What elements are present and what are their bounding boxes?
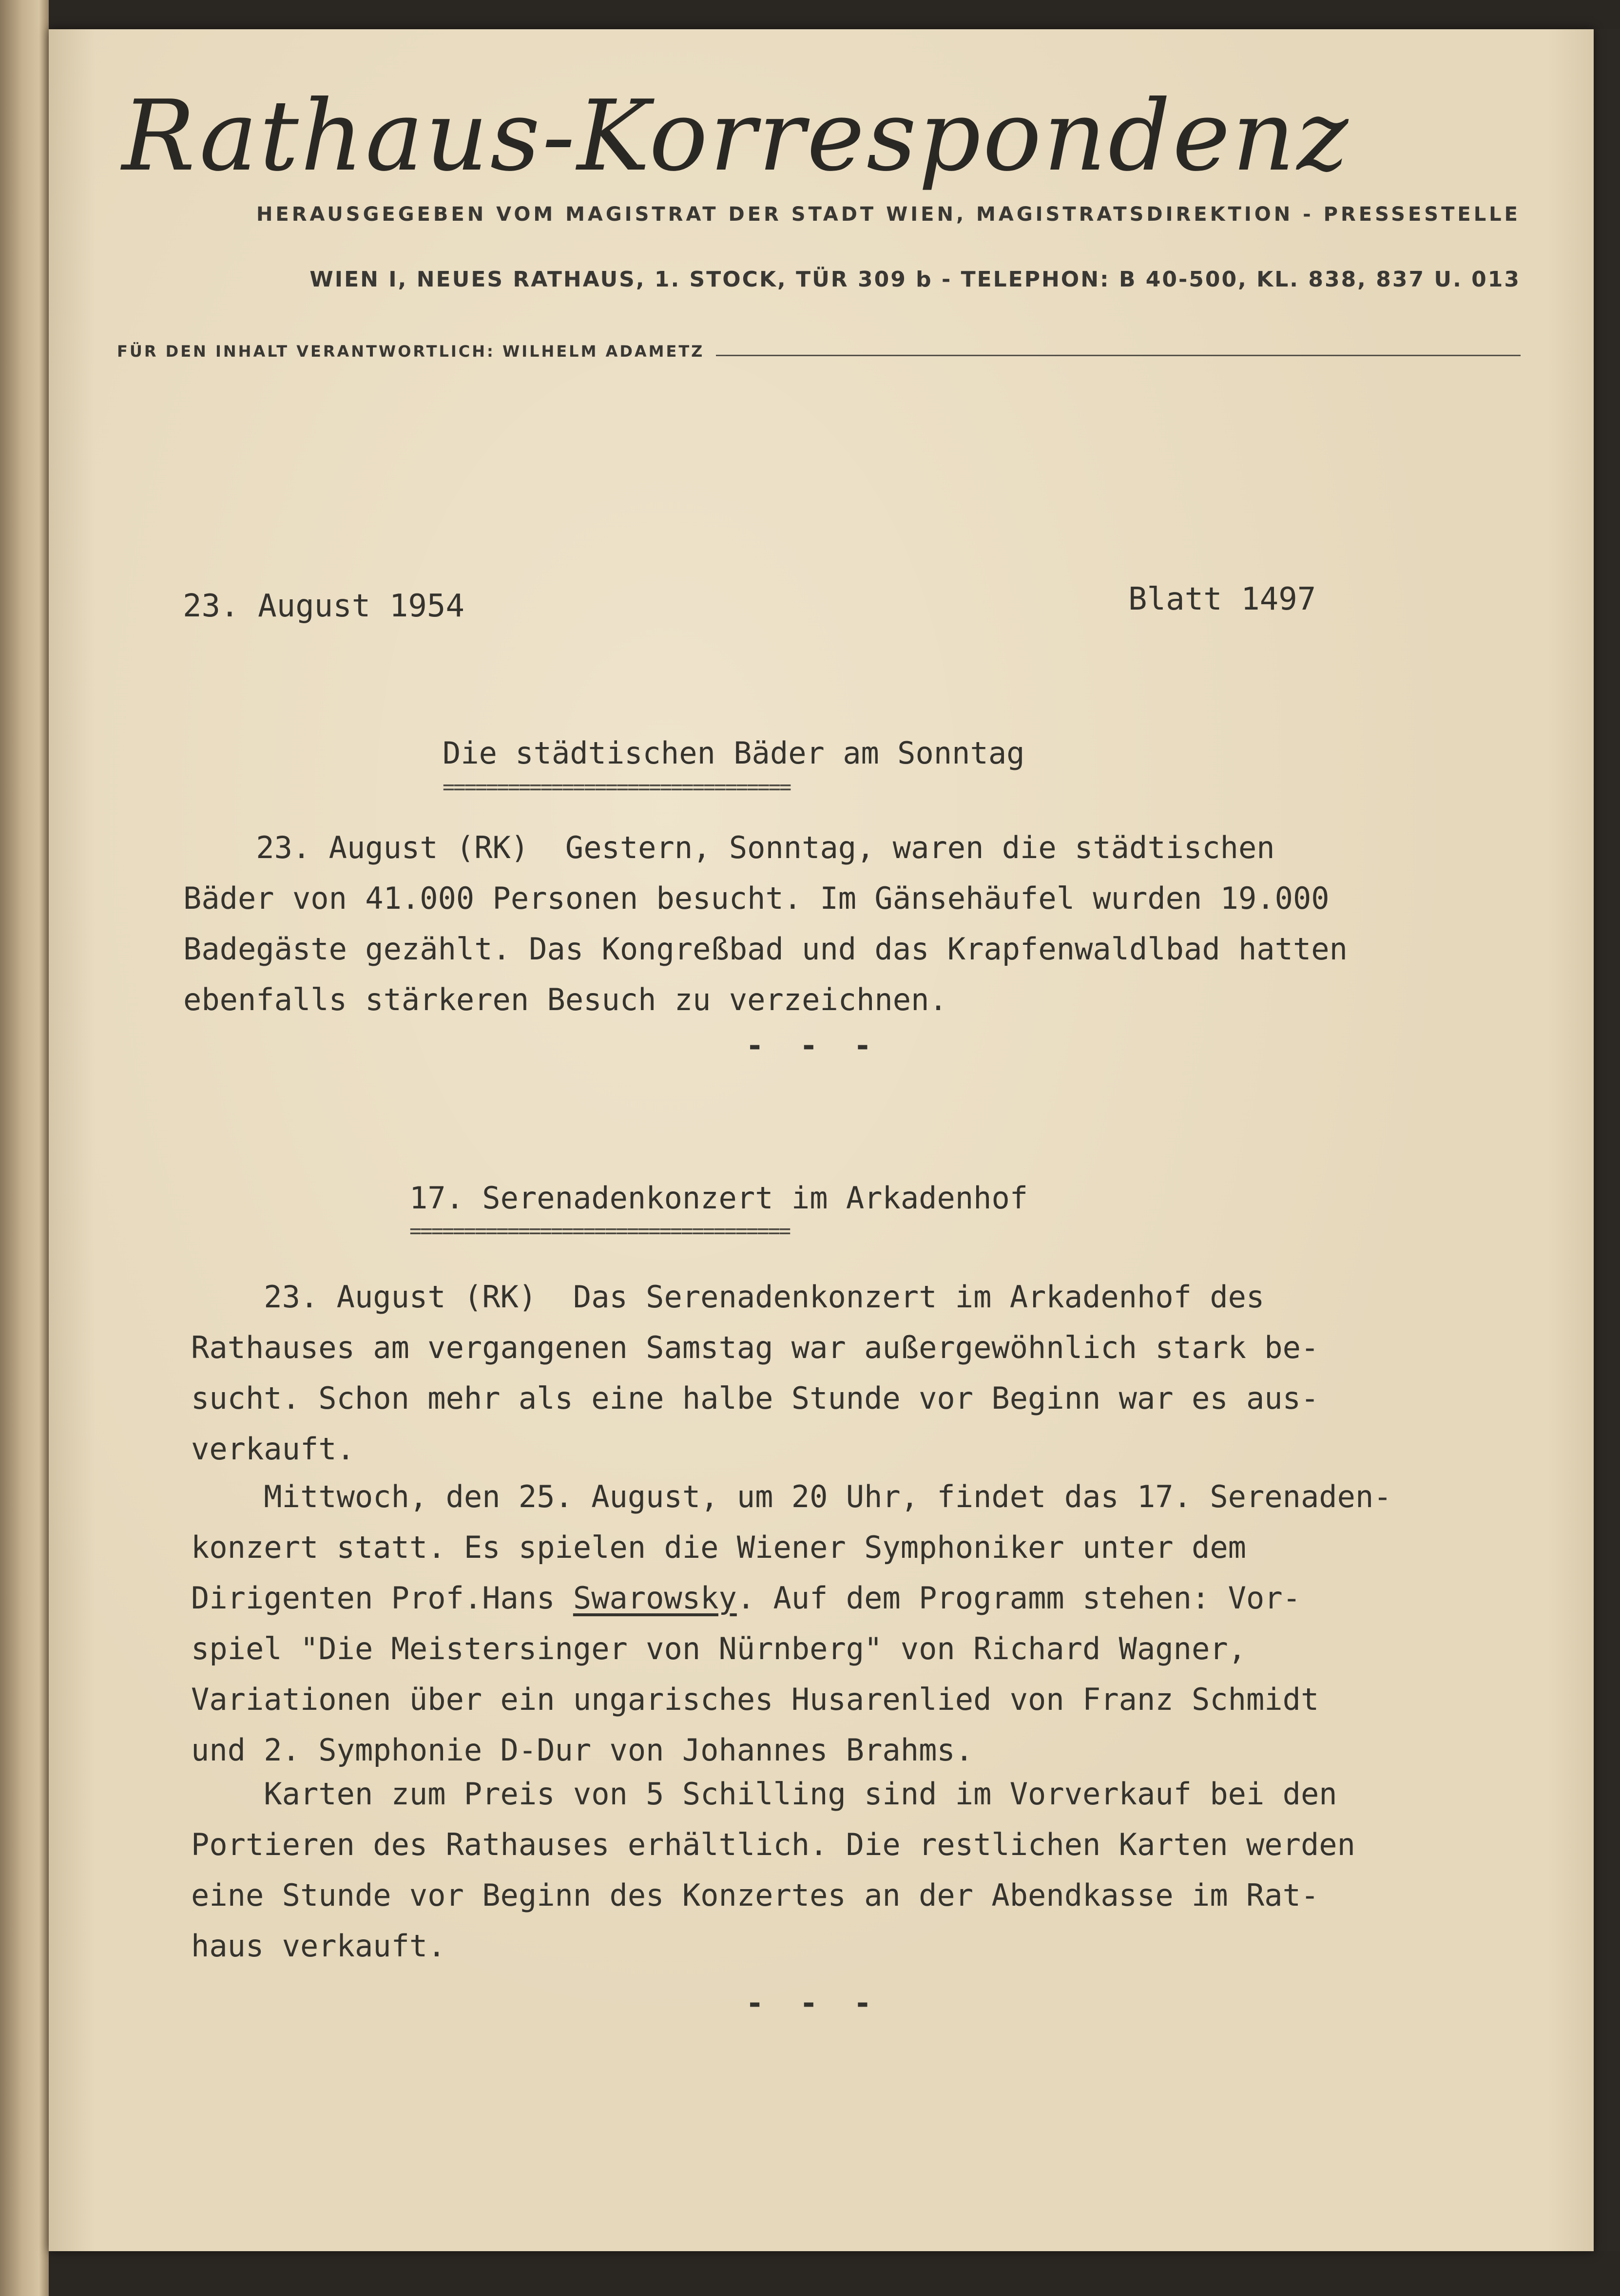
article-2-title-underline: =================================== [409,1219,790,1243]
article-1-title-underline: ================================ [443,775,791,799]
line-text: . Auf dem Programm stehen: Vor- [736,1580,1301,1616]
masthead-address-line: WIEN I, NEUES RATHAUS, 1. STOCK, TÜR 309 b - TELEPHON: B 40-500, KL. 838, 837 U. 013 [309,267,1521,292]
responsible-editor-row [117,344,1521,359]
article-2-line: und 2. Symphonie D-Dur von Johannes Brahms. [191,1732,974,1768]
document-date: 23. August 1954 [183,588,464,624]
article-1-line: Bäder von 41.000 Personen besucht. Im Gänsehäufel wurden 19.000 [183,880,1330,916]
line-text: Dirigenten Prof.Hans [191,1580,573,1616]
article-1-line: ebenfalls stärkeren Besuch zu verzeichnen. [183,982,947,1017]
masthead-publisher-line: HERAUSGEGEBEN VOM MAGISTRAT DER STADT WIEN, MAGISTRATSDIREKTION - PRESSESTELLE [256,203,1521,226]
masthead-rule [716,355,1521,356]
article-2-paragraph-3 [191,1769,1355,1971]
article-2-line: Variationen über ein ungarisches Husarenlied von Franz Schmidt [191,1682,1319,1717]
article-2-line: Mittwoch, den 25. August, um 20 Uhr, findet das 17. Serenaden- [191,1479,1392,1514]
article-2-line: Portieren des Rathauses erhältlich. Die restlichen Karten werden [191,1827,1355,1862]
article-1-body [183,823,1348,1025]
dark-background-strip [1594,29,1620,2251]
article-2-line [191,1573,1392,1624]
article-2-title: 17. Serenadenkonzert im Arkadenhof [409,1180,1028,1216]
sheet-number: Blatt 1497 [1128,581,1316,617]
article-1-separator: - - - [746,1028,881,1063]
article-1-line: 23. August (RK) Gestern, Sonntag, waren die städtischen [183,830,1275,865]
masthead-title: Rathaus-Korrespondenz [122,79,1350,193]
article-1-line: Badegäste gezählt. Das Kongreßbad und das Krapfenwaldlbad hatten [183,931,1348,967]
conductor-name-underlined: Swarowsky [573,1580,737,1616]
article-1-title: Die städtischen Bäder am Sonntag [443,735,1025,771]
article-2-line: eine Stunde vor Beginn des Konzertes an der Abendkasse im Rat- [191,1877,1319,1913]
article-2-line: konzert statt. Es spielen die Wiener Symphoniker unter dem [191,1530,1246,1565]
article-2-line: Karten zum Preis von 5 Schilling sind im Vorverkauf bei den [191,1776,1337,1812]
article-2-separator: - - - [746,1985,881,2021]
article-2-paragraph-2 [191,1472,1392,1776]
article-2-line: spiel "Die Meistersinger von Nürnberg" von Richard Wagner, [191,1631,1246,1666]
article-2-line: verkauft. [191,1431,355,1467]
article-2-paragraph-1 [191,1272,1319,1474]
article-2-line: 23. August (RK) Das Serenadenkonzert im Arkadenhof des [191,1279,1265,1315]
adjacent-page-edge [0,0,49,2296]
article-2-line: haus verkauft. [191,1928,446,1964]
article-2-line: Rathauses am vergangenen Samstag war außergewöhnlich stark be- [191,1330,1319,1365]
responsible-editor-text: FÜR DEN INHALT VERANTWORTLICH: WILHELM ADAMETZ [117,342,705,361]
article-2-line: sucht. Schon mehr als eine halbe Stunde vor Beginn war es aus- [191,1380,1319,1416]
